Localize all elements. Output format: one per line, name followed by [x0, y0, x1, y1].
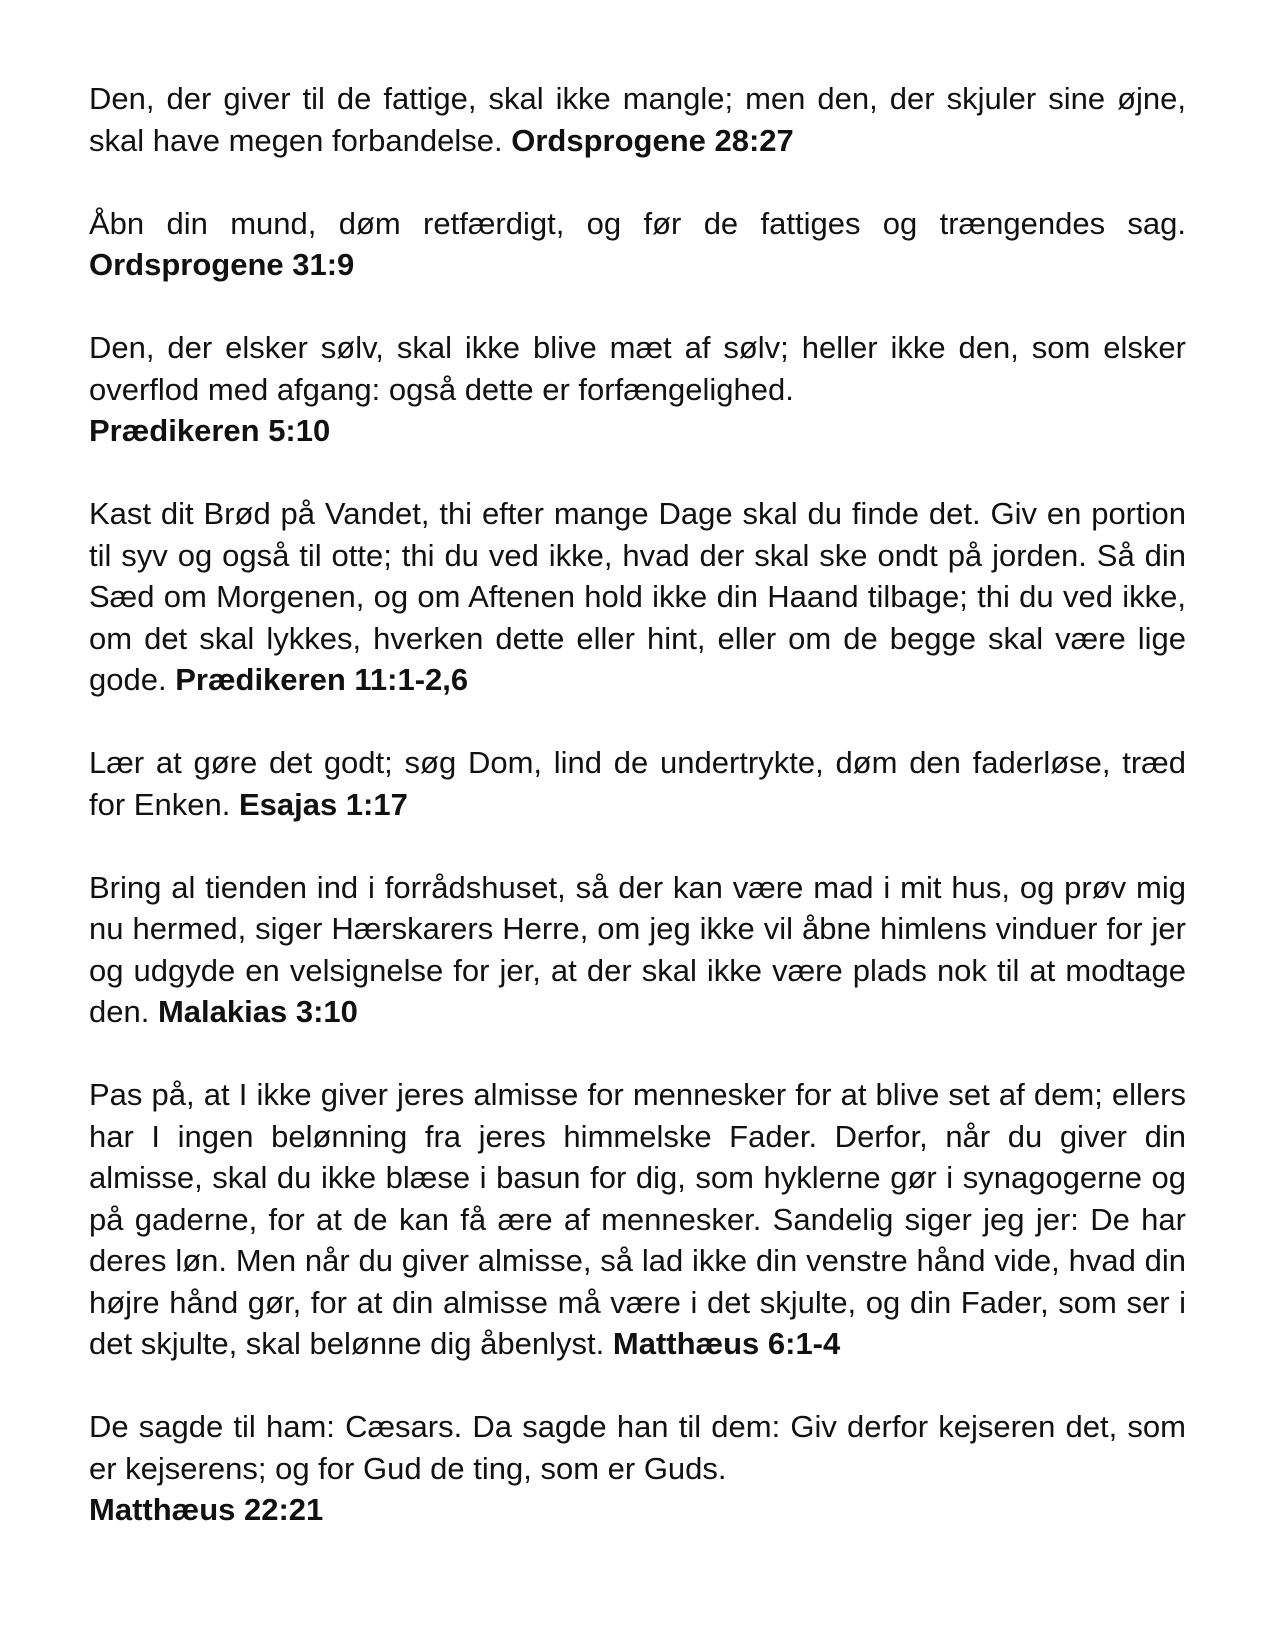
- verse-reference: Prædikeren 11:1-2,6: [175, 662, 469, 697]
- verse-reference: Ordsprogene 28:27: [511, 122, 794, 158]
- verse-text: Den, der elsker sølv, skal ikke blive mæt af sølv; heller ikke den, som elsker overflod med afgang: også dette er forfængelighed.: [89, 330, 1186, 407]
- verse-reference: Malakias 3:10: [157, 994, 358, 1029]
- document-page: [89, 78, 1186, 1572]
- verse-text: De sagde til ham: Cæsars. Da sagde han til dem: Giv derfor kejseren det, som er kejserens; og for Gud de ting, som er Guds.: [89, 1409, 1186, 1486]
- verse-text: Den, der giver til de fattige, skal ikke mangle; men den, der skjuler sine øjne, skal have megen forbandelse.: [89, 81, 1186, 158]
- verse-paragraph: [89, 203, 1186, 286]
- verse-reference: Ordsprogene 31:9: [89, 247, 355, 282]
- verse-paragraph: [89, 78, 1186, 161]
- verse-paragraph: [89, 493, 1186, 701]
- verse-reference: Prædikeren 5:10: [89, 413, 331, 448]
- verse-reference: Matthæus 22:21: [89, 1492, 324, 1527]
- verse-paragraph: [89, 1406, 1186, 1531]
- verse-text: Bring al tienden ind i forrådshuset, så der kan være mad i mit hus, og prøv mig nu hermed, siger Hærskarers Herre, om jeg ikke vil åbne himlens vinduer for jer og udgyde en velsignelse for jer, at der skal ikke være plads nok til at modtage den.: [89, 869, 1186, 1029]
- verse-paragraph: [89, 867, 1186, 1033]
- verse-text: Lær at gøre det godt; søg Dom, lind de undertrykte, døm den faderløse, træd for Enken.: [89, 745, 1186, 822]
- verse-paragraph: [89, 742, 1186, 825]
- verse-reference: Matthæus 6:1-4: [612, 1326, 841, 1361]
- verse-text: Åbn din mund, døm retfærdigt, og før de fattiges og trængendes sag.: [89, 205, 1186, 241]
- verse-paragraph: [89, 1074, 1186, 1365]
- verse-reference: Esajas 1:17: [238, 786, 408, 822]
- verse-text: Pas på, at I ikke giver jeres almisse for mennesker for at blive set af dem; ellers har I ingen belønning fra jeres himmelske Fader. Derfor, når du giver din almisse, skal du ikke blæse i basun for dig, som hyklerne gør i synagogerne og på gaderne, for at de kan få ære af mennesker. Sandelig siger jeg jer: De har deres løn. Men når du giver almisse, så lad ikke din venstre hånd vide, hvad din højre hånd gør, for at din almisse må være i det skjulte, og din Fader, som ser i det skjulte, skal belønne dig åbenlyst.: [89, 1077, 1186, 1361]
- verse-paragraph: [89, 327, 1186, 452]
- verse-text: Kast dit Brød på Vandet, thi efter mange Dage skal du finde det. Giv en portion til syv og også til otte; thi du ved ikke, hvad der skal ske ondt på jorden. Så din Sæd om Morgenen, og om Aftenen hold ikke din Haand tilbage; thi du ved ikke, om det skal lykkes, hverken dette eller hint, eller om de begge skal være lige gode.: [89, 496, 1186, 697]
